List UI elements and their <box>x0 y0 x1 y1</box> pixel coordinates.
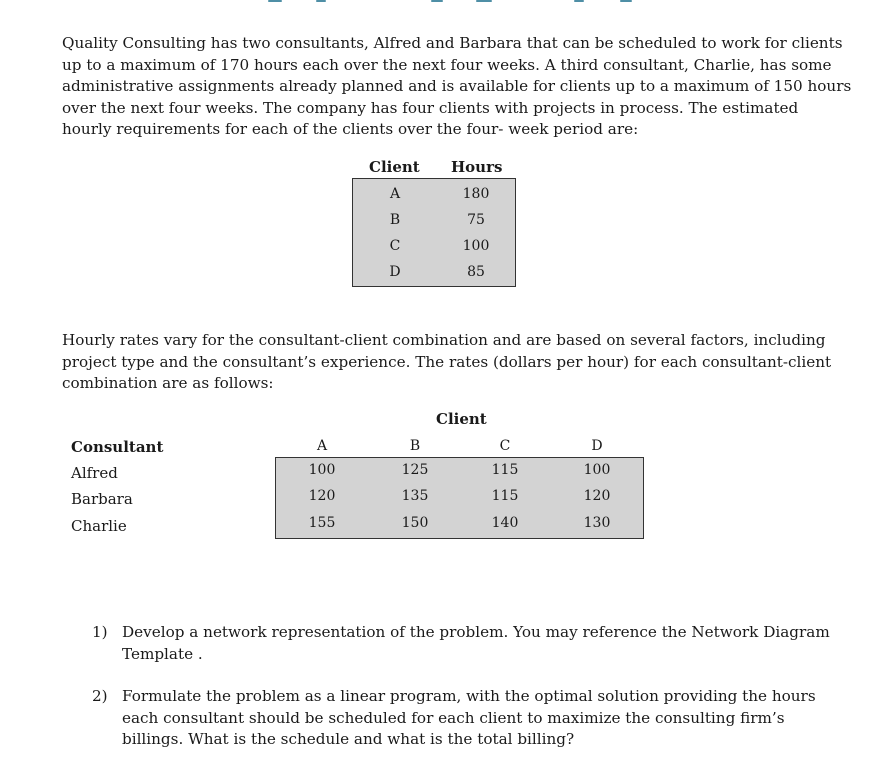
rates-paragraph: Hourly rates vary for the consultant-client combination and are based on several factors, including project type and the consultant’s experience. The rates (dollars per hour) for each consultant-client combination are as follows: <box>62 331 832 392</box>
hours-cell: 180 <box>462 186 490 202</box>
rate-cell: 130 <box>583 515 611 531</box>
rate-cell: 125 <box>401 462 429 478</box>
rate-cell: 100 <box>308 462 336 478</box>
client-hours-table <box>352 178 516 287</box>
rate-cell: 120 <box>583 488 611 504</box>
rate-cell: 150 <box>401 515 429 531</box>
consultant-header: Consultant <box>71 438 164 456</box>
intro-paragraph: Quality Consulting has two consultants, Alfred and Barbara that can be scheduled to work for clients up to a maximum of 170 hours each over the next four weeks. A third consultant, Charlie, has some administrative assignments already planned and is available for clients up to a maximum of 150 hours over the next four weeks. The company has four clients with projects in process. The estimated hourly requirements for each of the clients over the four- week period are: <box>62 34 852 138</box>
rates-column-header-d: D <box>591 438 603 454</box>
rate-cell: 140 <box>491 515 519 531</box>
table-row <box>353 207 515 233</box>
hours-column-header: Hours <box>451 158 503 176</box>
rates-column-header-b: B <box>409 438 421 454</box>
rates-column-header-c: C <box>499 438 511 454</box>
rates-table <box>275 457 644 539</box>
rate-cell: 155 <box>308 515 336 531</box>
hours-cell: 75 <box>467 212 485 228</box>
table-row <box>353 233 515 259</box>
client-column-header: Client <box>369 158 420 176</box>
rate-cell: 115 <box>491 488 519 504</box>
hours-cell: 85 <box>467 264 485 280</box>
rates-column-header-a: A <box>316 438 328 454</box>
rate-cell: 120 <box>308 488 336 504</box>
table-row <box>353 181 515 207</box>
consultant-name-barbara: Barbara <box>71 490 133 508</box>
question-number: 1) <box>92 623 108 641</box>
consultant-name-alfred: Alfred <box>71 464 118 482</box>
hours-cell: 100 <box>462 238 490 254</box>
question-number: 2) <box>92 687 108 705</box>
client-cell: B <box>389 212 401 228</box>
rate-cell: 135 <box>401 488 429 504</box>
table-row <box>353 259 515 285</box>
client-cell: A <box>389 186 401 202</box>
client-cell: D <box>389 264 401 280</box>
consultant-name-charlie: Charlie <box>71 517 127 535</box>
cut-off-heading-strip <box>0 0 881 3</box>
client-cell: C <box>389 238 401 254</box>
question-text: Develop a network representation of the problem. You may reference the Network Diagram Template . <box>122 623 830 663</box>
rate-cell: 100 <box>583 462 611 478</box>
rates-client-title: Client <box>436 410 487 428</box>
rate-cell: 115 <box>491 462 519 478</box>
question-text: Formulate the problem as a linear program, with the optimal solution providing the hours each consultant should be scheduled for each client to maximize the consulting firm’s billings. What is the schedule and what is the total billing? <box>122 687 816 748</box>
